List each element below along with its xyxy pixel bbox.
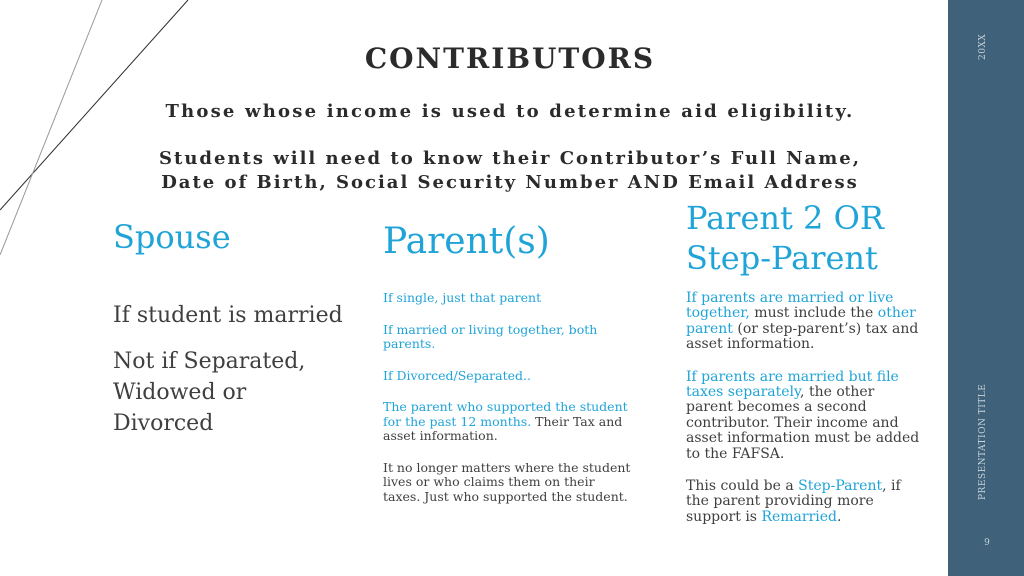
spouse-body xyxy=(113,300,353,454)
parent2-para-1 xyxy=(686,291,921,353)
parents-para-5: It no longer matters where the student lives or who claims them on their taxes. Just who supported the student. xyxy=(383,459,631,504)
decorative-line-2 xyxy=(0,0,102,255)
slide-title: CONTRIBUTORS xyxy=(364,42,656,75)
parent2-para-3-a: This could be a xyxy=(686,478,799,495)
parents-para-4 xyxy=(383,400,633,444)
parents-para-2: If married or living together, both parents. xyxy=(383,321,598,351)
parent2-body xyxy=(686,291,921,542)
parent2-para-1-mid: must include the xyxy=(749,305,878,322)
parents-body xyxy=(383,291,633,521)
instruction-line-2: Date of Birth, Social Security Number AND Email Address xyxy=(161,172,859,193)
parent2-para-3-highlight: Step-Parent xyxy=(798,478,883,495)
parent2-para-1-end: (or step-parent’s) tax and asset information. xyxy=(686,320,919,353)
instruction-line-1: Students will need to know their Contributor’s Full Name, xyxy=(159,148,861,169)
parent2-para-3-c: . xyxy=(837,508,842,525)
slide-number: 9 xyxy=(984,538,990,548)
parent2-heading-line-2: Step-Parent xyxy=(686,239,878,277)
parent2-para-3-b: , if the parent providing more support is xyxy=(686,478,901,525)
sidebar-year: 20XX xyxy=(978,33,988,60)
parent2-heading xyxy=(686,198,884,278)
parent2-para-1-highlight: If parents are married or live together, xyxy=(686,290,894,322)
spouse-line-1: If student is married xyxy=(113,303,343,328)
slide-instruction xyxy=(100,147,920,195)
spouse-heading: Spouse xyxy=(113,218,231,256)
parent2-para-3 xyxy=(686,479,921,525)
sidebar-presentation-title: PRESENTATION TITLE xyxy=(978,383,988,500)
parent2-para-1-highlight-2: other parent xyxy=(686,305,916,337)
slide-subtitle: Those whose income is used to determine aid eligibility. xyxy=(165,101,855,122)
parent2-para-2-highlight: If parents are married but file taxes separately xyxy=(686,368,899,401)
parent2-para-2-rest: , the other parent becomes a second contributor. Their income and asset information must be added to the FAFSA. xyxy=(686,384,920,462)
spouse-line-2: Not if Separated, Widowed or Divorced xyxy=(113,349,306,436)
parents-para-3: If Divorced/Separated.. xyxy=(383,367,531,383)
parents-heading: Parent(s) xyxy=(383,221,550,262)
parent2-heading-line-1: Parent 2 OR xyxy=(686,199,884,237)
parents-para-4-rest: Their Tax and asset information. xyxy=(383,413,623,443)
parents-para-1: If single, just that parent xyxy=(383,290,542,305)
parent2-para-3-highlight-2: Remarried xyxy=(761,508,837,525)
parent2-para-2 xyxy=(686,370,921,462)
parents-para-4-highlight: The parent who supported the student for the past 12 months. xyxy=(383,399,628,429)
